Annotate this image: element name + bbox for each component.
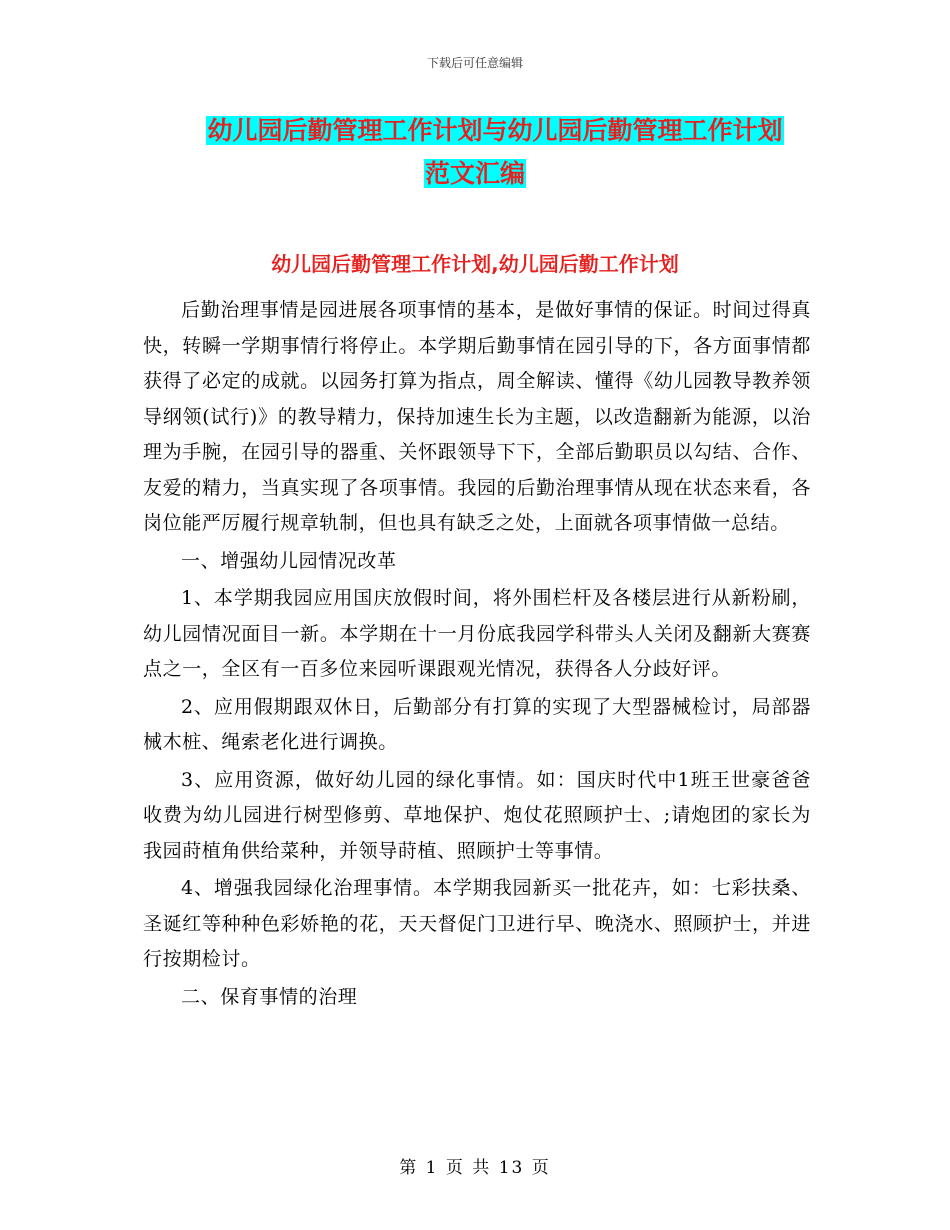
page-footer: 第 1 页 共 13 页 — [399, 1158, 551, 1178]
paragraph: 后勤治理事情是园进展各项事情的基本，是做好事情的保证。时间过得真快，转瞬一学期事情行将停止。本学期后勤事情在园引导的下，各方面事情都获得了必定的成就。以园务打算为指点，周全解读、懂得《幼儿园教导教养领导纲领(试行)》的教导精力，保持加速生长为主题，以改造翻新为能源，以治理为手腕，在园引导的器重、关怀跟领导下下，全部后勤职员以勾结、合作、友爱的精力，当真实现了各项事情。我园的后勤治理事情从现在状态来看，各岗位能严厉履行规章轨制，但也具有缺乏之处，上面就各项事情做一总结。 — [143, 299, 811, 534]
document-title-line-2 — [0, 157, 950, 191]
title-highlight-2: 范文汇编 — [424, 159, 525, 188]
section-heading-2: 二、保育事情的治理 — [181, 985, 358, 1008]
header-note: 下载后可任意编辑 — [426, 56, 523, 70]
title-highlight-1: 幼儿园后勤管理工作计划与幼儿园后勤管理工作计划 — [207, 116, 783, 145]
document-title-line-1 — [20, 114, 950, 148]
section-heading: 幼儿园后勤管理工作计划,幼儿园后勤工作计划 — [271, 252, 679, 276]
paragraph: 4、增强我园绿化治理事情。本学期我园新买一批花卉，如：七彩扶桑、圣诞红等种种色彩娇艳的花，天天督促门卫进行早、晚浇水、照顾护士，并进行按期检讨。 — [143, 877, 811, 970]
section-heading-1: 一、增强幼儿园情况改革 — [181, 549, 397, 572]
paragraph: 2、应用假期跟双休日，后勤部分有打算的实现了大型器械检讨，局部器械木桩、绳索老化进行调换。 — [143, 695, 811, 753]
document-body — [143, 293, 811, 1015]
paragraph: 1、本学期我园应用国庆放假时间，将外围栏杆及各楼层进行从新粉刷，幼儿园情况面目一新。本学期在十一月份底我园学科带头人关闭及翻新大赛赛点之一，全区有一百多位来园听课跟观光情况，获得各人分歧好评。 — [143, 587, 811, 680]
paragraph: 3、应用资源，做好幼儿园的绿化事情。如：国庆时代中1班王世豪爸爸收费为幼儿园进行树型修剪、草地保护、炮仗花照顾护士、;请炮团的家长为我园莳植角供给菜种，并领导莳植、照顾护士等事情。 — [143, 768, 811, 862]
